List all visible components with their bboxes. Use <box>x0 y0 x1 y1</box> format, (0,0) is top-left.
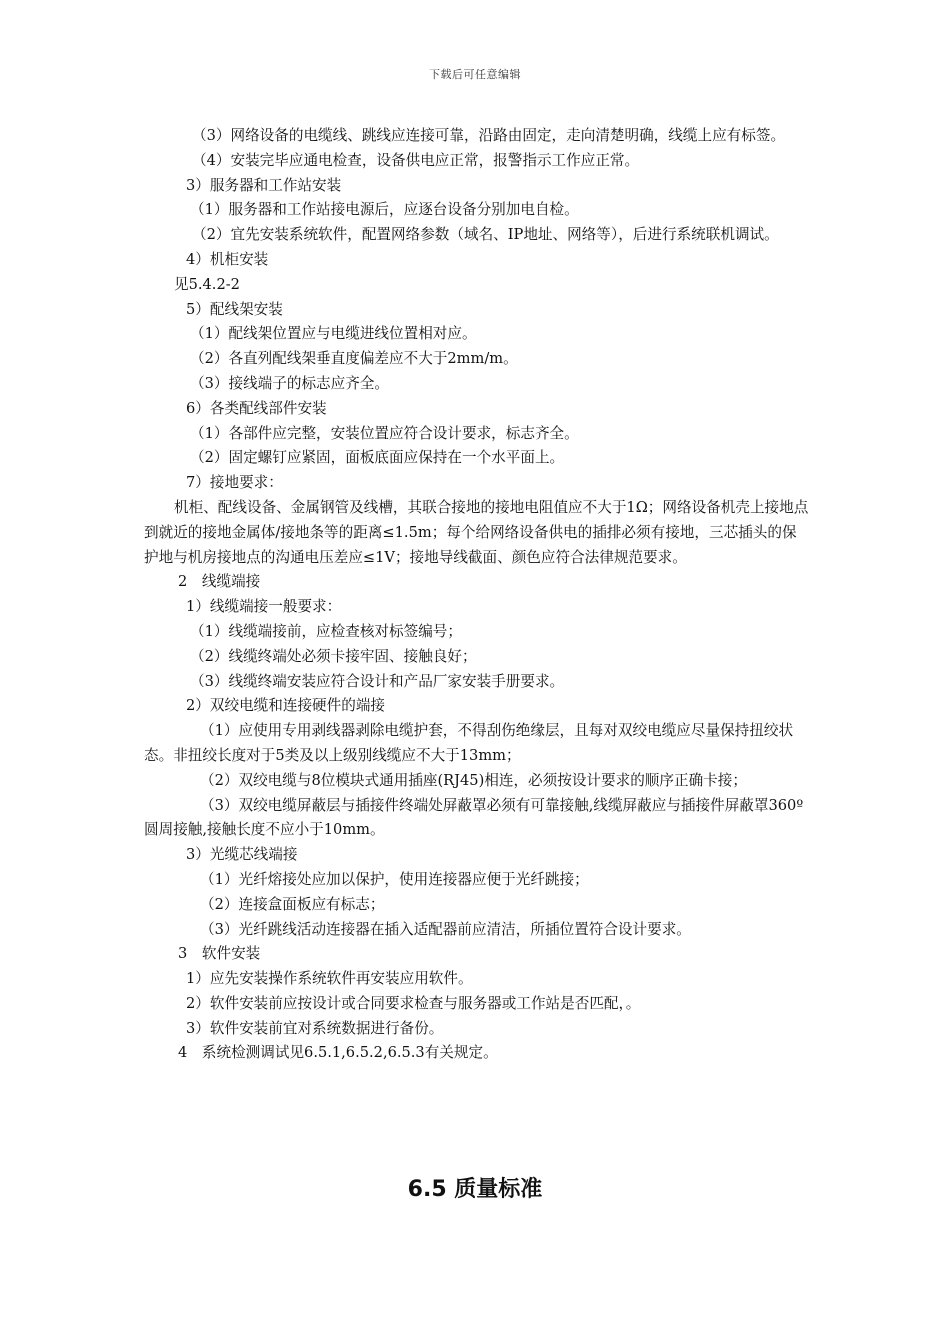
paragraph-line: （1）光纤熔接处应加以保护，使用连接器应便于光纤跳接； <box>200 870 589 888</box>
paragraph-line: 机柜、配线设备、金属钢管及线槽，其联合接地的接地电阻值应不大于1Ω；网络设备机壳上接地点到就近的接地金属体/接地条等的距离≤1.5m；每个给网络设备供电的插排必须有接地，三芯插头的保护地与机房接地点的沟通电压差应≤1V；接地导线截面、颜色应符合法律规范要求。 <box>144 498 809 566</box>
paragraph-line: （1）各部件应完整，安装位置应符合设计要求，标志齐全。 <box>190 424 579 442</box>
paragraph-line: 3）服务器和工作站安装 <box>186 176 342 194</box>
document-body <box>144 124 810 1066</box>
paragraph-line: 4）机柜安装 <box>186 250 269 268</box>
paragraph-line: （2）连接盒面板应有标志； <box>200 895 385 913</box>
paragraph-line: （1）配线架位置应与电缆进线位置相对应。 <box>190 325 477 343</box>
paragraph-line: 7）接地要求： <box>186 474 283 492</box>
paragraph-line: 2）双绞电缆和连接硬件的端接 <box>186 697 386 715</box>
paragraph-line: （2）宜先安装系统软件，配置网络参数（域名、IP地址、网络等），后进行系统联机调试。 <box>192 226 779 244</box>
paragraph-line: （2）双绞电缆与8位模块式通用插座(RJ45)相连，必须按设计要求的顺序正确卡接； <box>200 771 747 789</box>
paragraph-line: （3）网络设备的电缆线、跳线应连接可靠，沿路由固定，走向清楚明确，线缆上应有标签。 <box>192 127 786 144</box>
paragraph-line: （1）应使用专用剥线器剥除电缆护套，不得刮伤绝缘层，且每对双绞电缆应尽量保持扭绞状态。非扭绞长度对于5类及以上级别线缆应不大于13mm； <box>144 722 794 764</box>
paragraph-line: 3）软件安装前宜对系统数据进行备份。 <box>186 1019 444 1037</box>
page-header: 下载后可任意编辑 <box>429 68 521 81</box>
paragraph-line: （3）光纤跳线活动连接器在插入适配器前应清洁，所插位置符合设计要求。 <box>200 920 691 938</box>
paragraph-line: （2）固定螺钉应紧固，面板底面应保持在一个水平面上。 <box>190 449 565 467</box>
paragraph-line: 5）配线架安装 <box>186 300 283 318</box>
paragraph-line: 4 系统检测调试见6.5.1,6.5.2,6.5.3有关规定。 <box>178 1044 498 1062</box>
paragraph-line: （2）线缆终端处必须卡接牢固、接触良好； <box>190 647 477 665</box>
paragraph-line: 1）应先安装操作系统软件再安装应用软件。 <box>186 970 473 988</box>
paragraph-line: 3）光缆芯线端接 <box>186 846 298 864</box>
paragraph-line: 1）线缆端接一般要求： <box>186 598 342 616</box>
paragraph-line: 6）各类配线部件安装 <box>186 399 327 417</box>
paragraph-line: 3 软件安装 <box>178 945 261 963</box>
paragraph-line: （3）接线端子的标志应齐全。 <box>190 374 390 392</box>
paragraph-line: （1）线缆端接前，应检查核对标签编号； <box>190 622 462 640</box>
paragraph-line: （3）线缆终端安装应符合设计和产品厂家安装手册要求。 <box>190 672 565 690</box>
paragraph-line: （4）安装完毕应通电检查，设备供电应正常，报警指示工作应正常。 <box>192 151 640 169</box>
paragraph-line: 2 线缆端接 <box>178 573 261 591</box>
paragraph-line: 2）软件安装前应按设计或合同要求检查与服务器或工作站是否匹配，。 <box>186 994 641 1012</box>
paragraph-line: （3）双绞电缆屏蔽层与插接件终端处屏蔽罩必须有可靠接触,线缆屏蔽应与插接件屏蔽罩360º 圆周接触,接触长度不应小于10mm。 <box>144 796 804 839</box>
section-heading: 6.5 质量标准 <box>407 1177 543 1202</box>
paragraph-line: （1）服务器和工作站接电源后，应逐台设备分别加电自检。 <box>190 201 579 219</box>
paragraph-line: （2）各直列配线架垂直度偏差应不大于2mm/m。 <box>190 350 518 368</box>
paragraph-line: 见5.4.2-2 <box>174 275 240 293</box>
